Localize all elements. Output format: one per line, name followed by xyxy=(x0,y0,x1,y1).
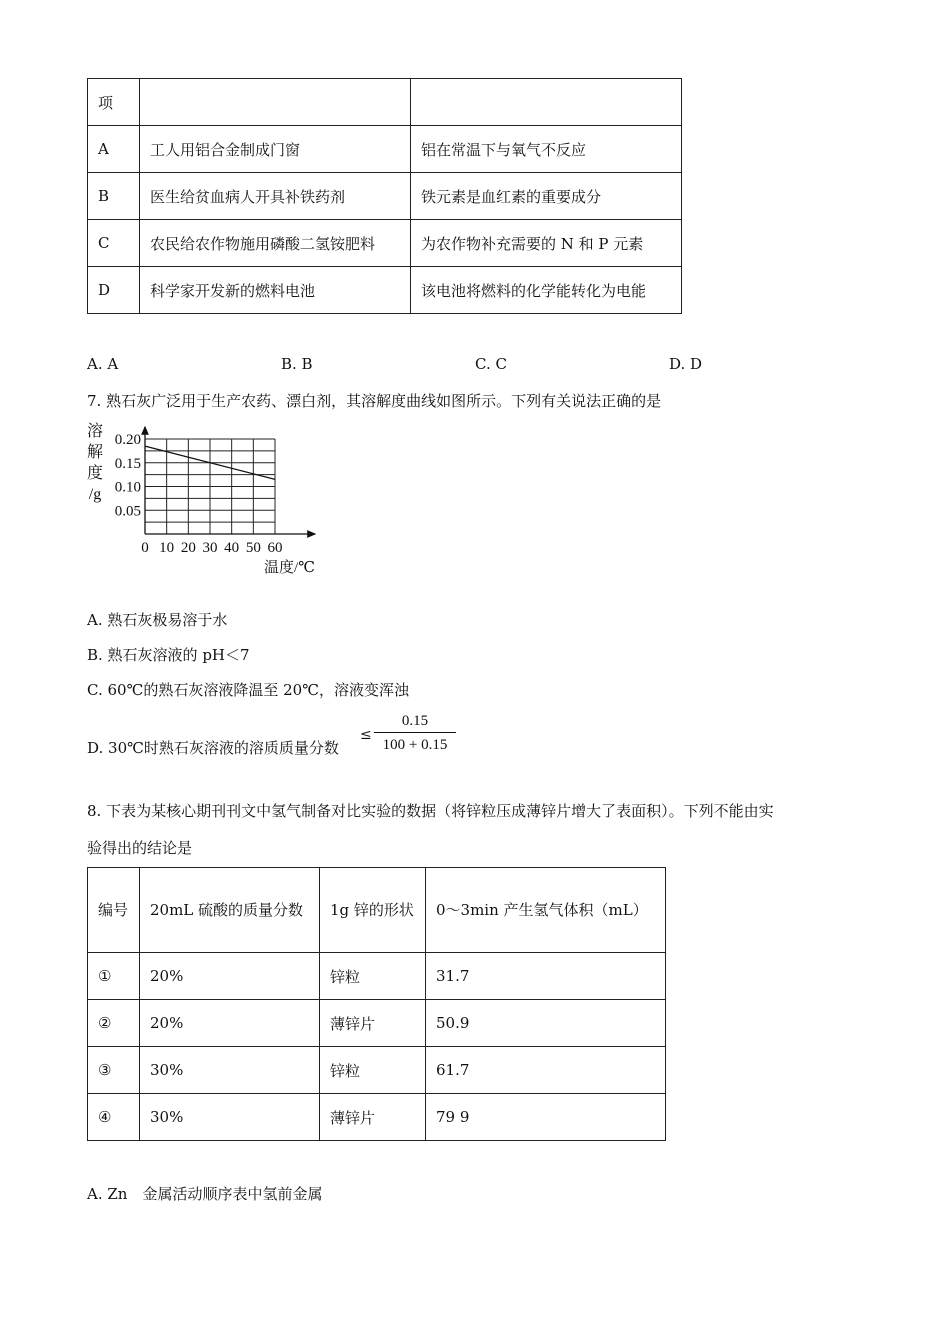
table-row xyxy=(88,267,682,314)
y-tick-label: 0.05 xyxy=(114,503,141,520)
solubility-chart xyxy=(85,420,325,580)
q8-option-a[interactable]: A. Zn 金属活动顺序表中氢前金属 xyxy=(87,1185,323,1203)
y-tick-label: 0.10 xyxy=(114,479,141,496)
q6-table xyxy=(87,78,682,314)
table-row xyxy=(88,953,666,1000)
y-axis-label: 解 xyxy=(86,444,104,461)
fraction xyxy=(374,710,456,757)
q6-option-a[interactable]: A. A xyxy=(87,355,119,373)
table-cell: 锌粒 xyxy=(320,953,426,1000)
y-axis-label: 度 xyxy=(86,465,104,482)
chart-axes xyxy=(145,427,315,534)
table-cell: ③ xyxy=(88,1047,140,1094)
table-cell: 61.7 xyxy=(426,1047,666,1094)
x-tick-label: 30 xyxy=(202,540,218,556)
table-row xyxy=(88,79,682,126)
table-header-row xyxy=(88,868,666,953)
table-cell: 铁元素是血红素的重要成分 xyxy=(411,173,682,220)
table-cell: 锌粒 xyxy=(320,1047,426,1094)
table-cell: A xyxy=(88,126,140,173)
table-row xyxy=(88,1094,666,1141)
table-cell: 30% xyxy=(140,1094,320,1141)
table-cell: 项 xyxy=(88,79,140,126)
q7-option-d[interactable] xyxy=(87,737,339,758)
x-tick-label: 60 xyxy=(267,540,283,556)
table-cell: 该电池将燃料的化学能转化为电能 xyxy=(411,267,682,314)
less-equal-sign: ≤ xyxy=(360,727,372,743)
table-cell: 医生给贫血病人开具补铁药剂 xyxy=(140,173,411,220)
table-cell: D xyxy=(88,267,140,314)
q8-stem-line2: 验得出的结论是 xyxy=(87,839,193,857)
table-row xyxy=(88,1047,666,1094)
table-cell: 工人用铝合金制成门窗 xyxy=(140,126,411,173)
table-row xyxy=(88,1000,666,1047)
q8-table xyxy=(87,867,666,1141)
x-tick-label: 0 xyxy=(141,540,149,556)
q7-option-b[interactable]: B. 熟石灰溶液的 pH＜7 xyxy=(87,646,250,664)
q7-option-a[interactable]: A. 熟石灰极易溶于水 xyxy=(87,611,228,629)
table-header-cell: 0～3min 产生氢气体积（mL） xyxy=(426,868,666,953)
table-cell: B xyxy=(88,173,140,220)
y-tick-label: 0.20 xyxy=(114,432,141,448)
table-cell xyxy=(140,79,411,126)
q7-option-c[interactable]: C. 60℃的熟石灰溶液降温至 20℃，溶液变浑浊 xyxy=(87,681,409,699)
table-cell: 20% xyxy=(140,1000,320,1047)
table-cell: 铝在常温下与氧气不反应 xyxy=(411,126,682,173)
table-header-cell: 编号 xyxy=(88,868,140,953)
fraction-denominator: 100 + 0.15 xyxy=(374,732,456,757)
x-axis-label: 温度/℃ xyxy=(264,560,315,576)
x-tick-label: 40 xyxy=(224,540,240,556)
y-axis-label: 溶 xyxy=(86,423,104,440)
table-row xyxy=(88,220,682,267)
x-tick-label: 50 xyxy=(245,540,261,556)
table-row xyxy=(88,126,682,173)
q7-option-d-text: D. 30℃时熟石灰溶液的溶质质量分数 xyxy=(87,739,339,757)
y-axis-label: /g xyxy=(88,486,102,503)
table-cell: 30% xyxy=(140,1047,320,1094)
x-tick-label: 10 xyxy=(159,540,175,556)
table-cell: 农民给农作物施用磷酸二氢铵肥料 xyxy=(140,220,411,267)
table-cell: 20% xyxy=(140,953,320,1000)
table-row xyxy=(88,173,682,220)
y-tick-label: 0.15 xyxy=(114,455,141,472)
table-cell: ① xyxy=(88,953,140,1000)
q6-option-c[interactable]: C. C xyxy=(475,355,507,373)
table-cell: C xyxy=(88,220,140,267)
table-cell: 为农作物补充需要的 N 和 P 元素 xyxy=(411,220,682,267)
chart-grid xyxy=(145,439,275,534)
q6-option-b[interactable]: B. B xyxy=(281,355,313,373)
table-cell xyxy=(411,79,682,126)
table-cell: 31.7 xyxy=(426,953,666,1000)
q7-stem: 7. 熟石灰广泛用于生产农药、漂白剂，其溶解度曲线如图所示。下列有关说法正确的是 xyxy=(87,392,662,410)
table-cell: ④ xyxy=(88,1094,140,1141)
table-cell: ② xyxy=(88,1000,140,1047)
table-cell: 薄锌片 xyxy=(320,1094,426,1141)
fraction-numerator: 0.15 xyxy=(401,713,429,729)
table-header-cell: 20mL 硫酸的质量分数 xyxy=(140,868,320,953)
q6-option-d[interactable]: D. D xyxy=(669,355,703,373)
table-cell: 科学家开发新的燃料电池 xyxy=(140,267,411,314)
table-cell: 50.9 xyxy=(426,1000,666,1047)
table-cell: 薄锌片 xyxy=(320,1000,426,1047)
x-tick-label: 20 xyxy=(180,540,196,556)
q8-stem-line1: 8. 下表为某核心期刊刊文中氢气制备对比实验的数据（将锌粒压成薄锌片增大了表面积）。下列不能由实 xyxy=(87,802,774,820)
table-cell: 79 9 xyxy=(426,1094,666,1141)
table-header-cell: 1g 锌的形状 xyxy=(320,868,426,953)
